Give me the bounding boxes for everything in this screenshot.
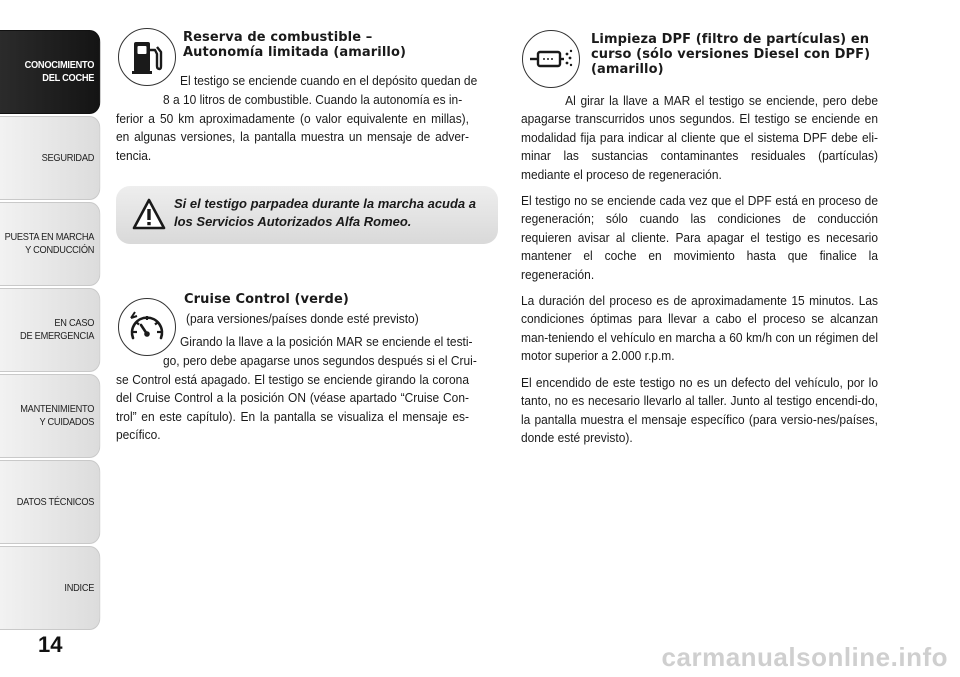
cruise-text-rest-wrap <box>116 371 468 445</box>
fuel-title-line1: Reserva de combustible – <box>183 30 373 45</box>
dpf-title-line1: Limpieza DPF (filtro de partículas) en <box>591 32 870 47</box>
cruise-subtitle-wrap <box>186 310 500 328</box>
tab-datos-tecnicos[interactable]: DATOS TÉCNICOS <box>0 460 100 544</box>
tab-mantenimiento[interactable]: MANTENIMIENTO Y CUIDADOS <box>0 374 100 458</box>
fuel-title-line2: Autonomía limitada (amarillo) <box>183 45 407 60</box>
fuel-text-indent <box>180 72 500 90</box>
cruise-title: Cruise Control (verde) <box>184 292 349 307</box>
cruise-text-line2: go, pero debe apagarse unos segundos después si el Crui- <box>163 353 477 368</box>
cruise-text-line1: Girando la llave a la posición MAR se enciende el testi- <box>180 334 473 349</box>
cruise-control-icon <box>118 298 176 356</box>
dpf-paragraph-1: Al girar la llave a MAR el testigo se enciende, pero debe apagarse transcurridos unos segundos. El testigo se enciende en modalidad fija para indicar al cliente que el sistema DPF debe eli-minar las sustancias contaminantes residuales (partículas) mediante el proceso de regeneración. <box>521 93 878 182</box>
warning-text: Si el testigo parpadea durante la marcha acuda a los Servicios Autorizados Alfa Romeo. <box>174 196 476 229</box>
dpf-paragraph-2: El testigo no se enciende cada vez que el DPF está en proceso de regeneración; sólo cuando las condiciones de conducción requieren avisar al cliente. Para apagar el testigo es necesario mantener el coche en movimiento hasta que finalice la regeneración. <box>521 193 878 282</box>
tab-puesta-en-marcha[interactable]: PUESTA EN MARCHA Y CONDUCCIÓN <box>0 202 100 286</box>
cruise-text-indent-wrap <box>180 333 500 351</box>
dpf-paragraph-4: El encendido de este testigo no es un defecto del vehículo, por lo tanto, no es necesario llevarlo al taller. Junto al testigo encendi-do, la pantalla muestra el mensaje específico (para versio-nes/países, donde esté previsto). <box>521 374 878 445</box>
fuel-text-rest-wrap <box>116 110 468 165</box>
cruise-text-body: se Control está apagado. El testigo se enciende girando la corona del Cruise Control a la posición ON (véase apartado “Cruise Con-trol” en este capítulo). En la pantalla se visualiza el mensaje es-pecífico. <box>116 372 469 443</box>
dpf-paragraph-3: La duración del proceso es de aproximadamente 15 minutos. Las condiciones óptimas para llevar a cabo el proceso se alcanzan man-teniendo el vehículo en marcha a 60 km/h con un régimen del motor superior a 2.000 r.p.m. <box>521 293 878 364</box>
page-number: 14 <box>38 632 63 657</box>
dpf-title-line2: curso (sólo versiones Diesel con DPF) <box>591 47 871 62</box>
cruise-subtitle: (para versiones/países donde esté previsto) <box>186 311 419 326</box>
tab-conocimiento-del-coche[interactable]: CONOCIMIENTO DEL COCHE <box>0 30 100 114</box>
fuel-text-indent2-wrap <box>163 91 500 109</box>
fuel-pump-icon <box>118 28 176 86</box>
cruise-text-indent2-wrap <box>163 352 500 370</box>
fuel-text-line2: 8 a 10 litros de combustible. Cuando la autonomía es in- <box>163 92 463 107</box>
fuel-text-body: ferior a 50 km aproximadamente (o valor equivalente en millas), en algunas versiones, la pantalla muestra un mensaje de adver-tencia. <box>116 111 469 163</box>
dpf-title <box>591 32 909 77</box>
dpf-filter-icon <box>522 30 580 88</box>
warning-note <box>116 186 498 244</box>
tab-seguridad[interactable]: SEGURIDAD <box>0 116 100 200</box>
dpf-title-line3: (amarillo) <box>591 62 664 77</box>
dpf-body <box>521 92 877 455</box>
tab-en-caso-de-emergencia[interactable]: EN CASO DE EMERGENCIA <box>0 288 100 372</box>
warning-triangle-icon <box>132 198 166 230</box>
fuel-title <box>183 30 503 60</box>
fuel-text-line1: El testigo se enciende cuando en el depósito quedan de <box>180 73 478 88</box>
tab-indice[interactable]: INDICE <box>0 546 100 630</box>
watermark: carmanualsonline.info <box>661 642 948 672</box>
